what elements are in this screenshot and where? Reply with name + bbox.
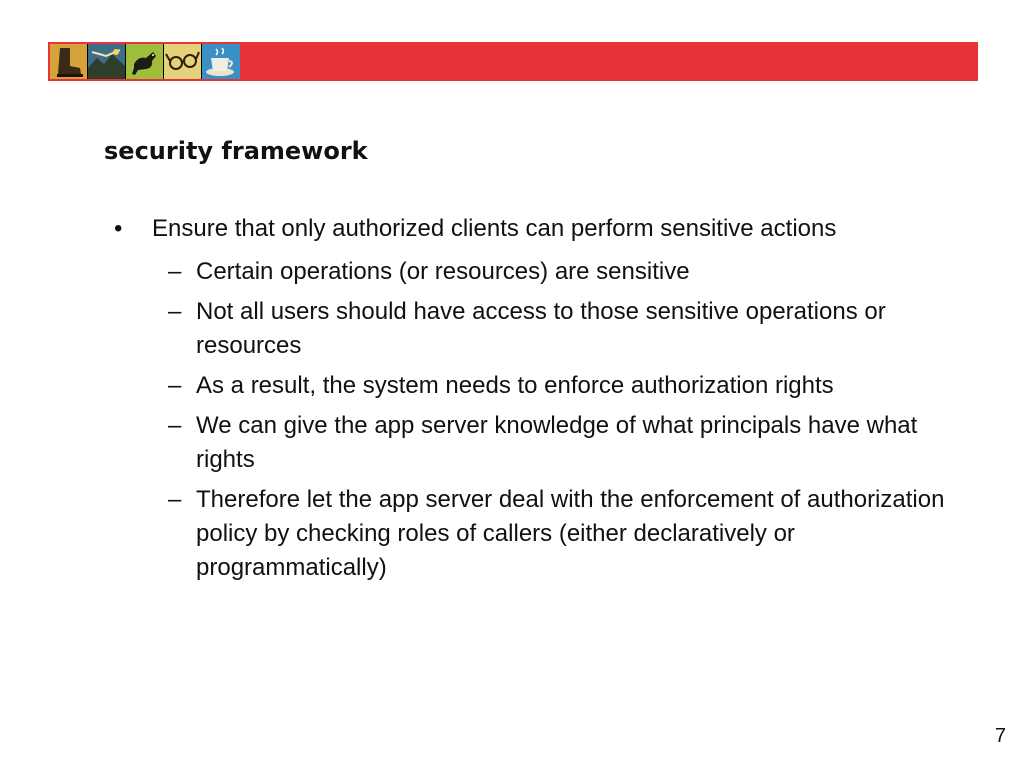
list-item [110, 214, 990, 243]
sub-item-text: Therefore let the app server deal with the enforcement of authorization policy by checking roles of callers (either declaratively or programmatically) [196, 486, 945, 581]
list-item [110, 483, 956, 585]
sub-item-text: Not all users should have access to those sensitive operations or resources [196, 298, 886, 359]
sub-item-text: We can give the app server knowledge of what principals have what rights [196, 412, 918, 473]
list-item [110, 369, 956, 403]
page-number: 7 [994, 725, 1006, 747]
sub-item-text: Certain operations (or resources) are sensitive [196, 258, 690, 285]
coffee-cup-icon [202, 44, 240, 79]
list-item [110, 409, 956, 477]
banner-image-strip [50, 44, 240, 79]
list-item [110, 295, 956, 363]
dash-icon: – [168, 372, 182, 399]
landscape-icon [88, 44, 126, 79]
boot-icon [50, 44, 88, 79]
glasses-icon [164, 44, 202, 79]
dash-icon: – [168, 258, 182, 285]
dog-icon [126, 44, 164, 79]
dash-icon: – [168, 298, 182, 325]
sub-item-text: As a result, the system needs to enforce authorization rights [196, 372, 834, 399]
slide-title: security framework [104, 137, 368, 165]
bullet-icon: • [114, 215, 123, 242]
bullet-list [110, 214, 990, 591]
bullet-text: Ensure that only authorized clients can perform sensitive actions [152, 215, 837, 242]
dash-icon: – [168, 486, 182, 513]
dash-icon: – [168, 412, 182, 439]
list-item [110, 255, 956, 289]
